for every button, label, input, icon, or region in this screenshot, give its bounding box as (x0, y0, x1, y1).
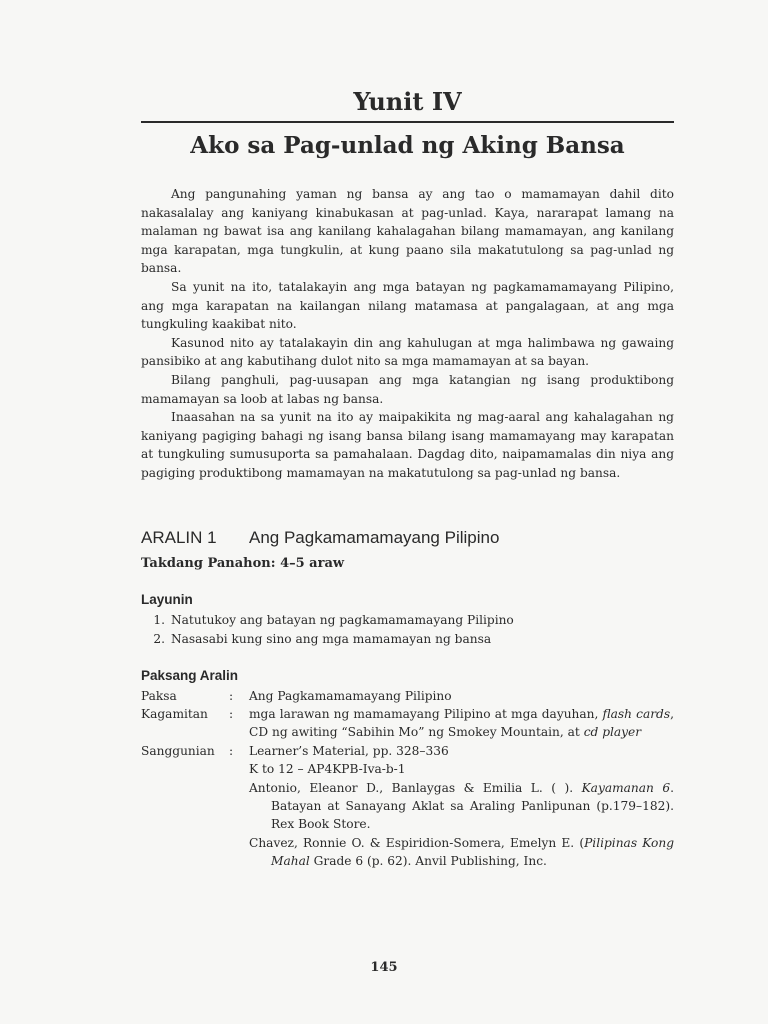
intro-paragraph: Bilang panghuli, pag-uusapan ang mga katangian ng isang produktibong mamamayan sa loob at labas ng bansa. (141, 372, 674, 406)
row-value: Ang Pagkamamamayang Pilipino (249, 688, 452, 703)
lesson-heading (141, 527, 674, 549)
references-list (249, 742, 674, 871)
row-label: Sanggunian (141, 743, 215, 758)
topic-row-kagamitan (141, 705, 674, 742)
list-item (141, 630, 674, 649)
row-label: Paksa (141, 688, 177, 703)
page-number: 145 (370, 960, 398, 975)
document-page (141, 86, 674, 871)
intro-section (141, 185, 674, 483)
topic-row-paksa (141, 687, 674, 705)
item-number: 2. (153, 631, 165, 646)
item-text: Natutukoy ang batayan ng pagkamamamayang Pilipino (171, 612, 514, 627)
item-number: 1. (153, 612, 165, 627)
reference-item: Learner’s Material, pp. 328–336 (249, 743, 449, 758)
reference-item (249, 779, 674, 834)
time-allotment: Takdang Panahon: 4–5 araw (141, 555, 345, 571)
row-colon: : (229, 706, 234, 721)
lesson-number: ARALIN 1 (141, 527, 217, 547)
reference-text: Antonio, Eleanor D., Banlaygas & Emilia L. ( ). (249, 780, 582, 795)
reference-title: Kayamanan 6 (581, 780, 671, 795)
reference-item: K to 12 – AP4KPB-Iva-b-1 (249, 762, 406, 777)
title-rule (141, 121, 674, 123)
intro-paragraph: Kasunod nito ay tatalakayin din ang kahulugan at mga halimbawa ng gawaing pansibiko at ang kabutihang dulot nito sa mga mamamayan at sa bayan. (141, 335, 674, 369)
intro-paragraph: Sa yunit na ito, tatalakayin ang mga batayan ng pagkamamamayang Pilipino, ang mga karapatan na kailangan nilang matamasa at pangalagaan, at ang mga tungkuling kaakibat nito. (141, 279, 674, 332)
objectives-heading: Layunin (141, 591, 193, 607)
row-colon: : (229, 688, 234, 703)
row-value (249, 705, 674, 742)
reference-text: Chavez, Ronnie O. & Espiridion-Somera, Emelyn E. ( (249, 835, 585, 850)
topic-heading: Paksang Aralin (141, 667, 239, 683)
row-colon: : (229, 743, 234, 758)
reference-text: Grade 6 (p. 62). Anvil Publishing, Inc. (309, 854, 547, 869)
unit-label: Yunit IV (353, 87, 462, 116)
list-item (141, 611, 674, 630)
reference-item (249, 834, 674, 871)
intro-paragraph: Inaasahan na sa yunit na ito ay maipakikita ng mag-aaral ang kahalagahan ng kaniyang pagiging bahagi ng isang bansa bilang isang mamamayang may karapatan at tungkuling sumusuporta sa pamahalaan. Dagdag dito, naipamamalas din niya ang pagiging produktibong mamamayan na makatutulong sa pag-unlad ng bansa. (141, 410, 674, 480)
materials-text: mga larawan ng mamamayang Pilipino at mga dayuhan, (249, 706, 603, 721)
row-label: Kagamitan (141, 706, 208, 721)
topic-row-sanggunian (141, 742, 674, 871)
reference-text: . Batayan at Sanayang Aklat sa Araling Panlipunan (p.179–182). Rex Book Store. (271, 780, 674, 832)
intro-paragraph: Ang pangunahing yaman ng bansa ay ang tao o mamamayan dahil dito nakasalalay ang kaniyang kinabukasan at pag-unlad. Kaya, nararapat lamang na malaman ng bawat isa ang kanilang kahalagahan bilang mamamayan, ang kanilang mga karapatan, mga tungkulin, at kung paano sila makatutulong sa pag-unlad ng bansa. (141, 187, 674, 276)
materials-flash-cards: flash cards (602, 706, 671, 721)
lesson-title: Ang Pagkamamamayang Pilipino (249, 527, 500, 547)
objectives-list (141, 611, 674, 649)
reference-title: Pilipinas Kong Mahal (271, 835, 674, 869)
unit-title: Ako sa Pag-unlad ng Aking Bansa (190, 132, 625, 159)
item-text: Nasasabi kung sino ang mga mamamayan ng bansa (171, 631, 492, 646)
materials-cd-player: cd player (583, 725, 642, 740)
materials-text: , CD ng awiting “Sabihin Mo” ng Smokey Mountain, at (249, 706, 674, 740)
